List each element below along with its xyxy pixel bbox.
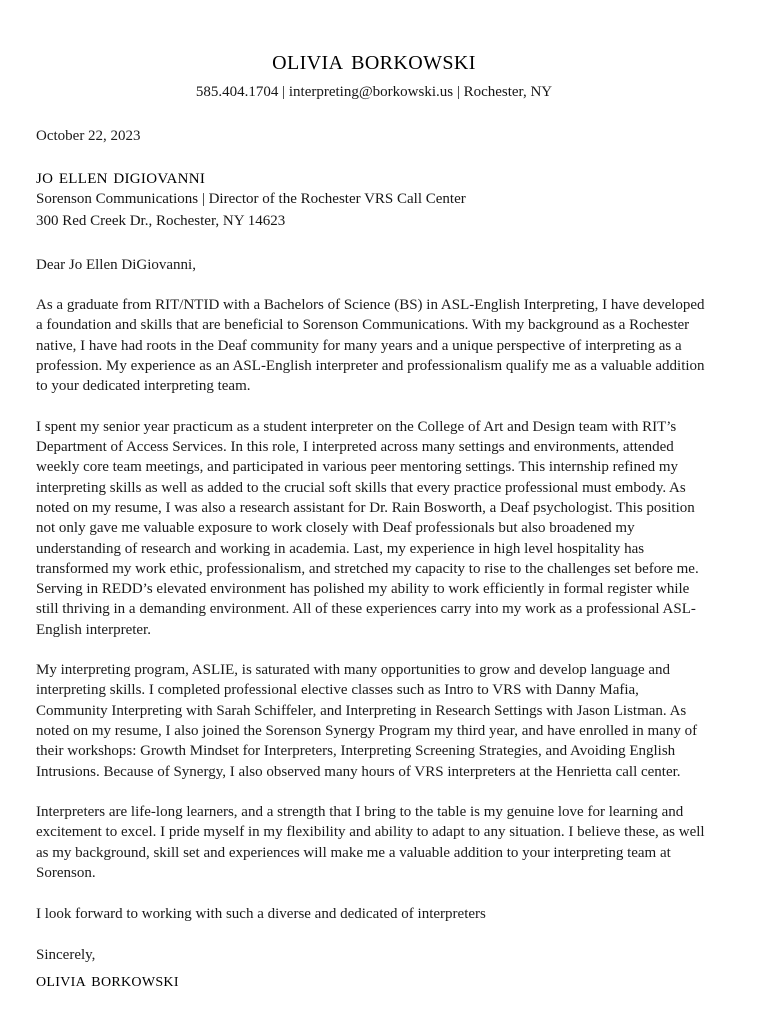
closing-line: I look forward to working with such a diverse and dedicated of interpreters bbox=[36, 906, 486, 923]
recipient-block bbox=[36, 164, 712, 231]
letter-content bbox=[36, 0, 712, 992]
body-paragraph: I spent my senior year practicum as a student interpreter on the College of Art and Design team with RIT’s Department of Access Services. In this role, I interpreted across many settings and environments, attended weekly core team meetings, and participated in various peer mentoring settings. This internship refined my interpreting skills as well as added to the crucial soft skills that every practice professional must embody. As noted on my resume, I was also a research assistant for Dr. Rain Bosworth, a Deaf psychologist. This position not only gave me valuable exposure to work closely with Deaf professionals but also broadened my understanding of research and working in academia. Last, my experience in high level hospitality has transformed my work ethic, professionalism, and stretched my capacity to rise to the challenges set before me. Serving in REDD’s elevated environment has polished my ability to work efficiently in formal register while still thriving in a demanding environment. All of these experiences carry into my work as a professional ASL-English interpreter. bbox=[36, 418, 699, 638]
signature-name: olivia borkowski bbox=[36, 968, 179, 991]
recipient-address: 300 Red Creek Dr., Rochester, NY 14623 bbox=[36, 212, 286, 229]
sender-name: olivia borkowski bbox=[272, 44, 476, 76]
letterhead bbox=[36, 0, 712, 103]
body-paragraph: As a graduate from RIT/NTID with a Bachelors of Science (BS) in ASL-English Interpreting, I have developed a foundation and skills that are beneficial to Sorenson Communications. With my background as a Rochester native, I have had roots in the Deaf community for many years and a unique perspective of interpreting as a profession. My experience as an ASL-English interpreter and professionalism qualify me as a valuable addition to your dedicated interpreting team. bbox=[36, 297, 705, 395]
body-paragraph: Interpreters are life-long learners, and a strength that I bring to the table is my genuine love for learning and excitement to excel. I pride myself in my flexibility and ability to adapt to any situation. I believe these, as well as my background, skill set and experiences will make me a valuable addition to your interpreting team at Sorenson. bbox=[36, 803, 705, 881]
body-paragraph: My interpreting program, ASLIE, is saturated with many opportunities to grow and develop language and interpreting skills. I completed professional elective classes such as Intro to VRS with Danny Mafia, Community Interpreting with Sarah Schiffeler, and Interpreting in Research Settings with Jason Listman. As noted on my resume, I also joined the Sorenson Synergy Program my third year, and have enrolled in many of their workshops: Growth Mindset for Interpreters, Interpreting Screening Strategies, and Avoiding English Intrusions. Because of Synergy, I also observed many hours of VRS interpreters at the Henrietta call center. bbox=[36, 662, 698, 780]
signoff: Sincerely, bbox=[36, 947, 96, 964]
letter-date: October 22, 2023 bbox=[36, 127, 141, 144]
recipient-org-title: Sorenson Communications | Director of the Rochester VRS Call Center bbox=[36, 191, 466, 208]
recipient-name: jo ellen digiovanni bbox=[36, 164, 206, 189]
sender-contact-line: 585.404.1704 | interpreting@borkowski.us | Rochester, NY bbox=[195, 84, 553, 101]
salutation: Dear Jo Ellen DiGiovanni, bbox=[36, 256, 196, 273]
